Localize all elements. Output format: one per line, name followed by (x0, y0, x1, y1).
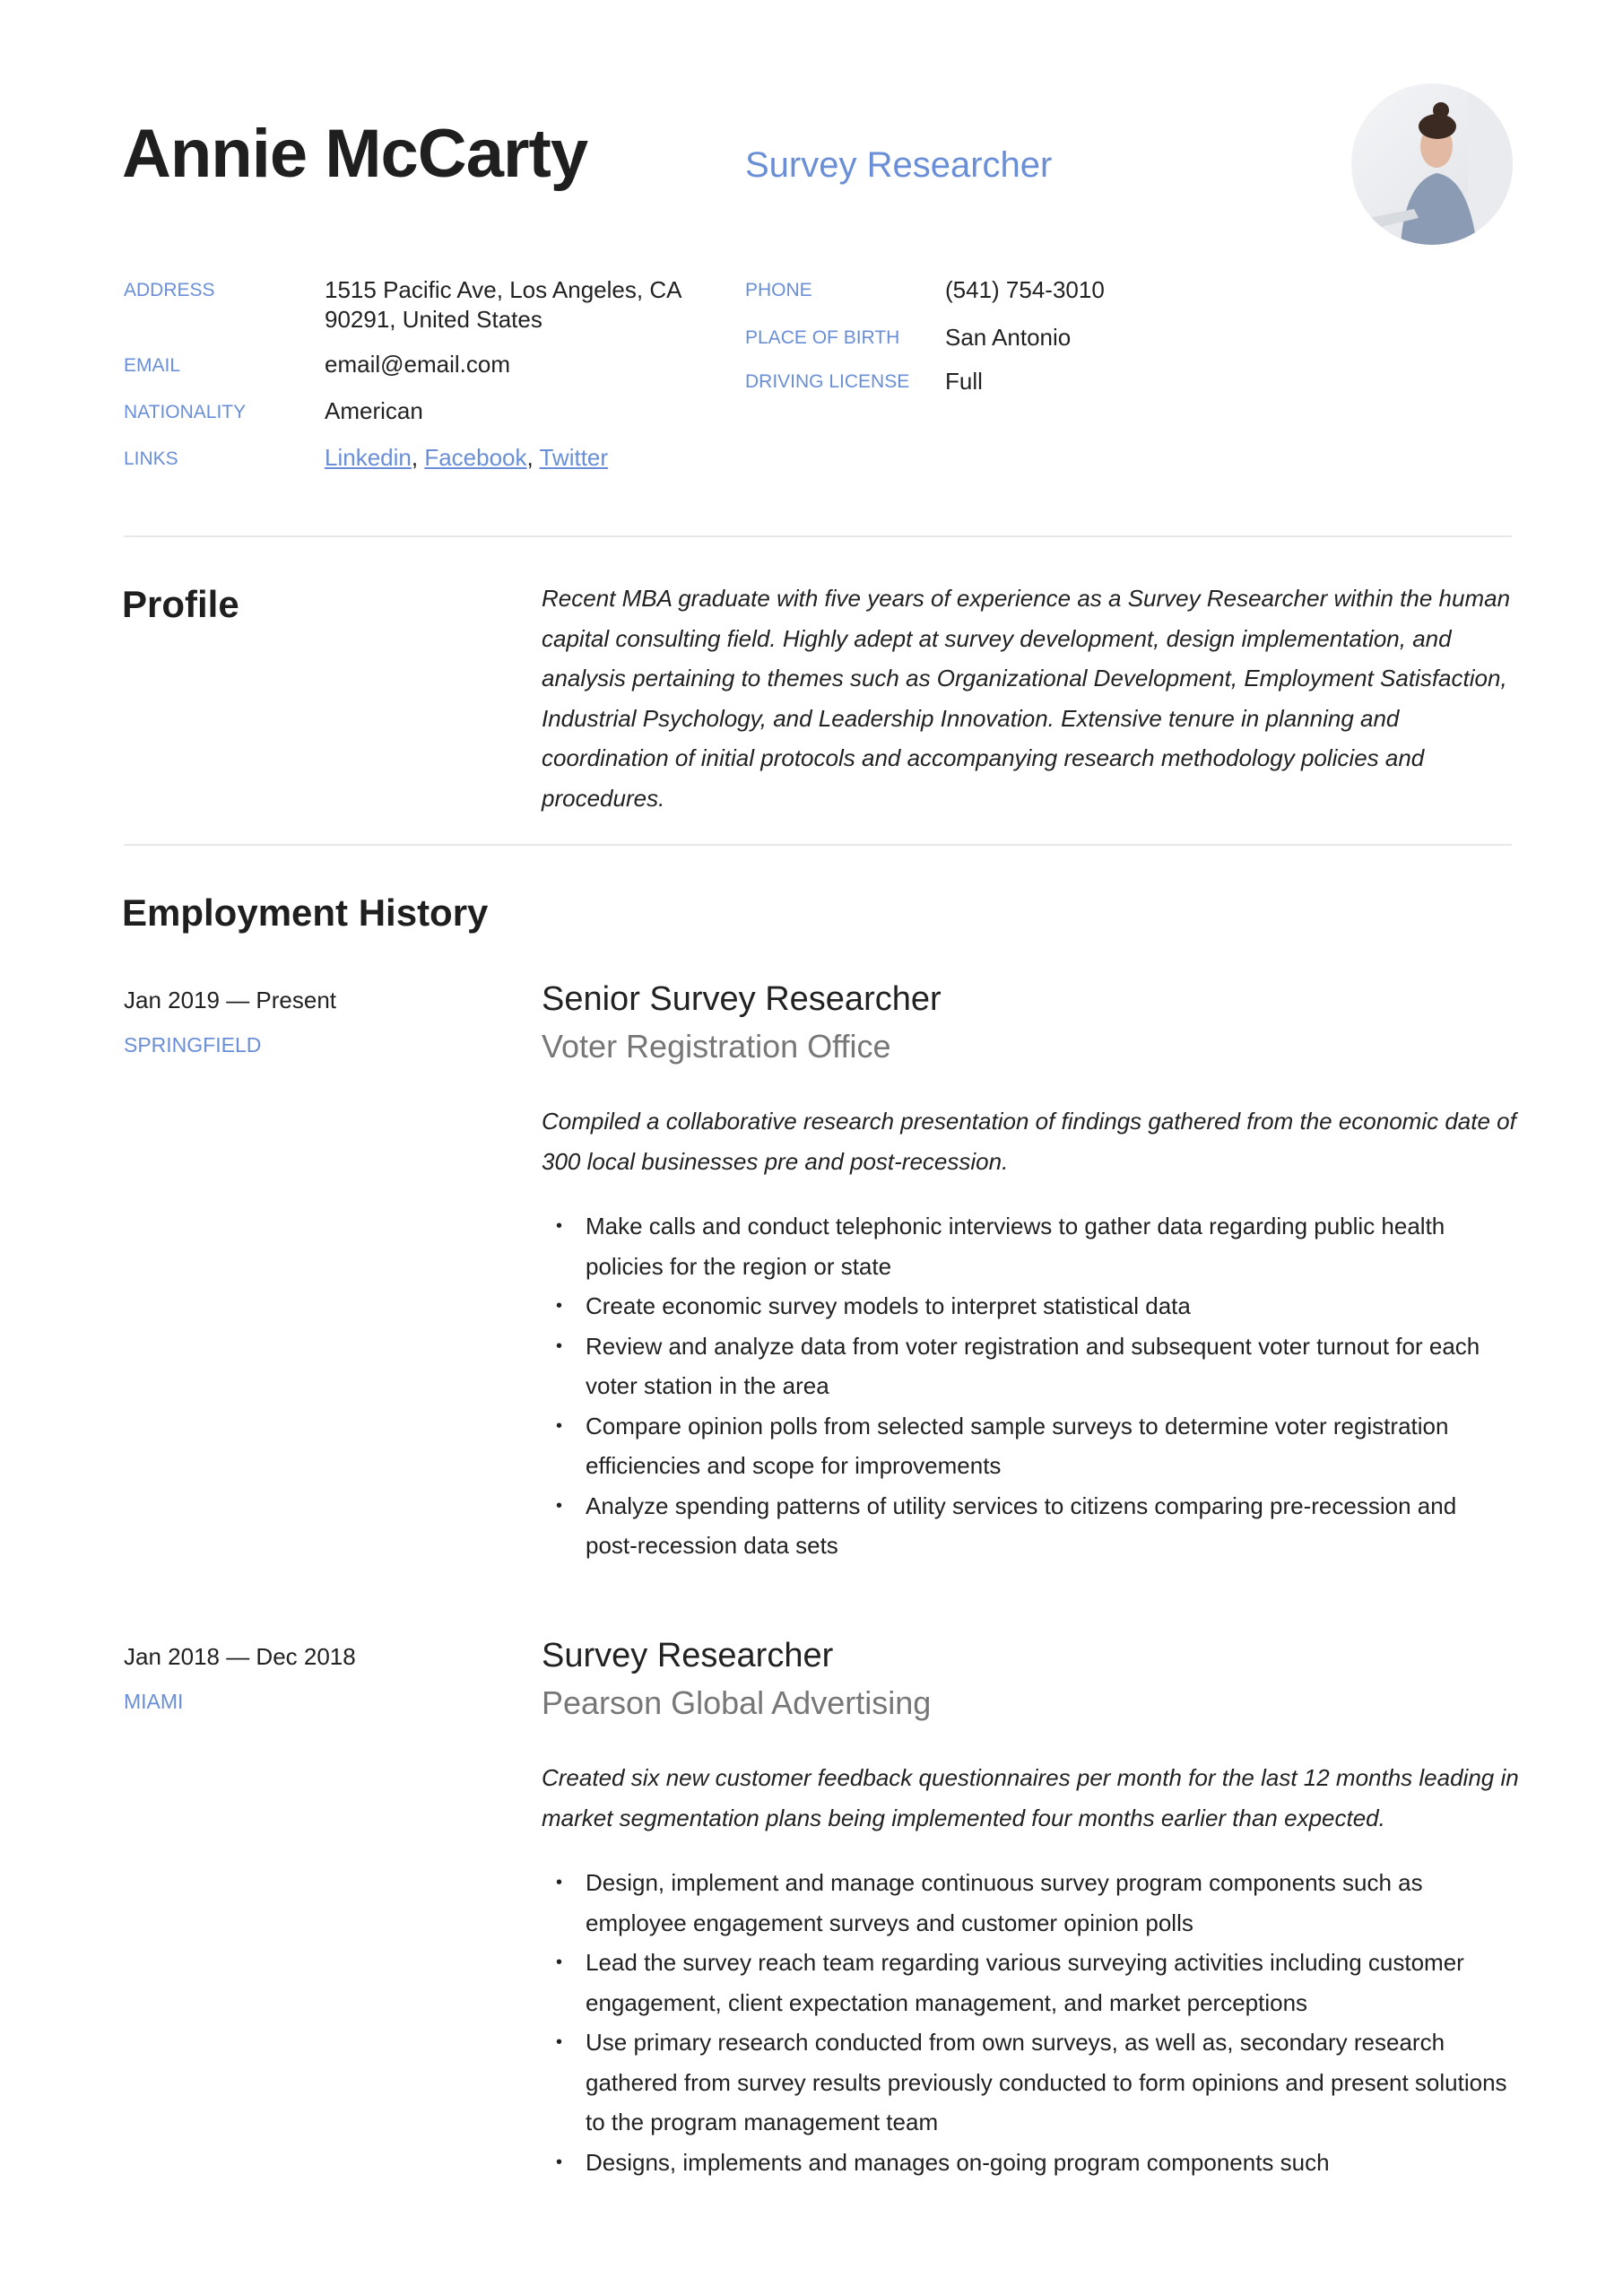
list-item: • Designs, implements and manages on-going program components such (542, 2143, 1515, 2183)
address-label: ADDRESS (124, 280, 215, 300)
job-bullets (542, 1206, 1515, 1566)
job-title: Senior Survey Researcher (542, 980, 942, 1018)
address-value (325, 275, 681, 335)
address-line1: 1515 Pacific Ave, Los Angeles, CA (325, 276, 682, 303)
profile-text: Recent MBA graduate with five years of experience as a Survey Researcher within the human capital consulting field. Highly adept at survey development, design implementation, and analysis pertaining to themes such as Organizational Development, Employment Satisfaction, Industrial Psychology, and Leadership Innovation. Extensive tenure in planning and coordination of initial protocols and accompanying research methodology policies and procedures. (542, 585, 1511, 812)
divider (124, 535, 1512, 537)
linkedin-link[interactable]: Linkedin (325, 444, 412, 471)
job-title: Survey Researcher (542, 1637, 834, 1674)
list-item: • Compare opinion polls from selected sample surveys to determine voter registration efficiencies and scope for improvements (542, 1406, 1515, 1486)
nationality-label: NATIONALITY (124, 402, 247, 422)
driving-license-label: DRIVING LICENSE (745, 371, 910, 392)
facebook-link[interactable]: Facebook (424, 444, 527, 471)
job-company: Pearson Global Advertising (542, 1684, 932, 1721)
candidate-name: Annie McCarty (122, 116, 588, 192)
list-item: • Use primary research conducted from own surveys, as well as, secondary research gathered from survey results previously conducted to form opinions and present solutions to the program management team (542, 2022, 1515, 2143)
list-item: • Make calls and conduct telephonic interviews to gather data regarding public health policies for the region or state (542, 1206, 1515, 1286)
nationality-value: American (325, 397, 423, 424)
list-item: • Design, implement and manage continuous survey program components such as employee engagement surveys and customer opinion polls (542, 1863, 1515, 1943)
job-dates: Jan 2018 — Dec 2018 (124, 1643, 356, 1670)
driving-license-value: Full (945, 368, 983, 395)
profile-photo (1351, 83, 1513, 245)
job-company: Voter Registration Office (542, 1028, 891, 1065)
list-item: • Review and analyze data from voter registration and subsequent voter turnout for each voter station in the area (542, 1326, 1515, 1406)
list-item: • Lead the survey reach team regarding various surveying activities including customer engagement, client expectation management, and market perceptions (542, 1943, 1515, 2022)
profile-heading: Profile (122, 583, 239, 625)
candidate-title: Survey Researcher (745, 145, 1053, 185)
email-label: EMAIL (124, 355, 181, 376)
job-bullets (542, 1863, 1515, 2182)
job-summary: Created six new customer feedback questionnaires per month for the last 12 months leading in market segmentation plans being implemented four months earlier than expected. (542, 1764, 1519, 1831)
email-value: email@email.com (325, 351, 510, 378)
links-label: LINKS (124, 448, 178, 469)
job-location: MIAMI (124, 1690, 184, 1713)
list-item: • Create economic survey models to interpret statistical data (542, 1286, 1515, 1326)
address-line2: 90291, United States (325, 306, 542, 333)
place-of-birth-value: San Antonio (945, 324, 1072, 351)
divider (124, 844, 1512, 846)
twitter-link[interactable]: Twitter (539, 444, 609, 471)
phone-value: (541) 754-3010 (945, 276, 1105, 303)
employment-heading: Employment History (122, 891, 489, 934)
place-of-birth-label: PLACE OF BIRTH (745, 327, 900, 348)
phone-label: PHONE (745, 280, 812, 300)
job-dates: Jan 2019 — Present (124, 987, 337, 1013)
list-item: • Analyze spending patterns of utility services to citizens comparing pre-recession and post-recession data sets (542, 1486, 1515, 1566)
links-value: Linkedin, Facebook, Twitter (325, 444, 609, 471)
job-location: SPRINGFIELD (124, 1033, 262, 1057)
job-summary: Compiled a collaborative research presentation of findings gathered from the economic date of 300 local businesses pre and post-recession. (542, 1108, 1516, 1175)
